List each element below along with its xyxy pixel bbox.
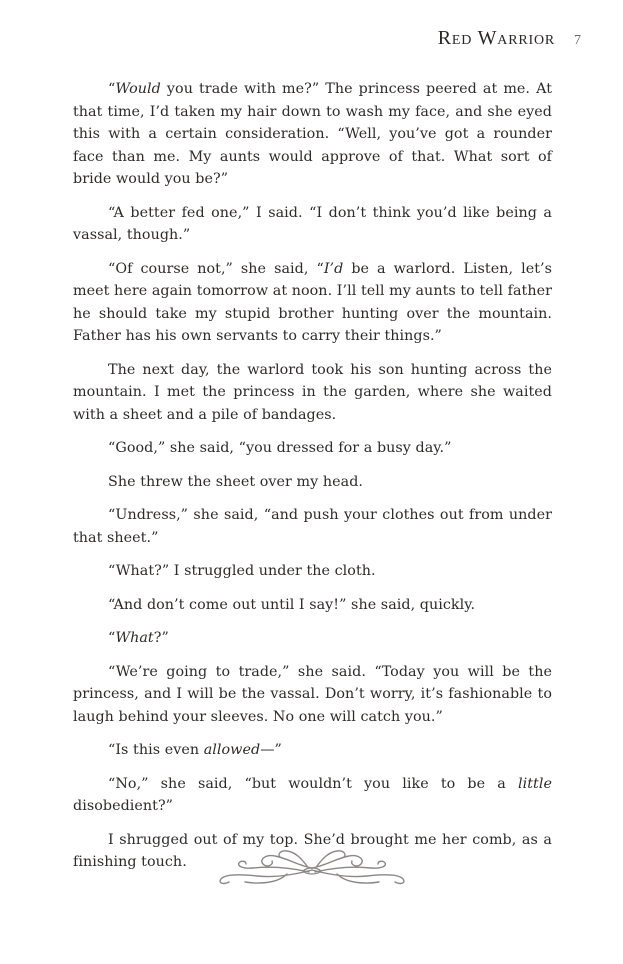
italic-text: I’d — [323, 260, 344, 277]
italic-text: Would — [115, 81, 161, 97]
flourish-ornament-icon — [217, 844, 407, 886]
paragraph — [73, 560, 552, 583]
body-text — [73, 78, 552, 885]
text-run: “A better fed one,” I said. “I don’t think you’d like being a vassal, though.” — [73, 204, 552, 243]
text-run: “Good,” she said, “you dressed for a busy day.” — [108, 440, 452, 456]
paragraph — [73, 471, 552, 494]
text-run: “ — [108, 81, 116, 97]
paragraph — [73, 661, 552, 729]
text-run: “Of course not,” she said, “ — [108, 260, 324, 277]
text-run: ?” — [153, 630, 169, 646]
text-run: be a warlord. Listen, let’s meet here again tomorrow at noon. I’ll tell my aunts to tell father he should take my stupid brother hunting over the mountain. Father has his own servants to carry their things.” — [73, 260, 552, 344]
text-run: disobedient?” — [73, 798, 174, 814]
text-run: “Undress,” she said, “and push your clothes out from under that sheet.” — [73, 507, 552, 546]
text-run: “ — [108, 630, 116, 646]
paragraph — [73, 202, 552, 247]
paragraph — [73, 627, 552, 650]
page-number: 7 — [574, 33, 581, 48]
paragraph — [73, 359, 552, 427]
italic-text: little — [518, 775, 552, 792]
paragraph — [73, 504, 552, 549]
text-run: “We’re going to trade,” she said. “Today you will be the princess, and I will be the vassal. Don’t worry, it’s fashionable to laugh behind your sleeves. No one will catch you.” — [73, 663, 552, 725]
text-run: The next day, the warlord took his son hunting across the mountain. I met the princess in the garden, where she waited with a sheet and a pile of bandages. — [73, 361, 552, 423]
text-run: “Is this even — [108, 742, 204, 758]
running-header — [438, 27, 581, 50]
text-run: She threw the sheet over my head. — [108, 473, 363, 490]
paragraph — [73, 78, 552, 191]
text-run: —” — [260, 742, 282, 758]
paragraph — [73, 594, 552, 617]
running-title: Red Warrior — [437, 27, 555, 49]
text-run: you trade with me?” The princess peered at me. At that time, I’d taken my hair down to wash my face, and she eyed this with a certain consideration. “Well, you’ve got a rounder face than me. My aunts would approve of that. What sort of bride would you be?” — [73, 81, 552, 187]
paragraph — [73, 258, 552, 348]
text-run: “And don’t come out until I say!” she said, quickly. — [108, 596, 476, 613]
paragraph — [73, 437, 552, 460]
italic-text: allowed — [203, 742, 261, 758]
text-run: “What?” I struggled under the cloth. — [108, 563, 376, 579]
paragraph — [73, 773, 552, 818]
text-run: I shrugged out of my top. She’d brought me her comb, as a finishing touch. — [73, 831, 552, 870]
italic-text: What — [115, 630, 154, 646]
text-run: “No,” she said, “but wouldn’t you like to be a — [108, 775, 519, 792]
paragraph — [73, 739, 552, 762]
